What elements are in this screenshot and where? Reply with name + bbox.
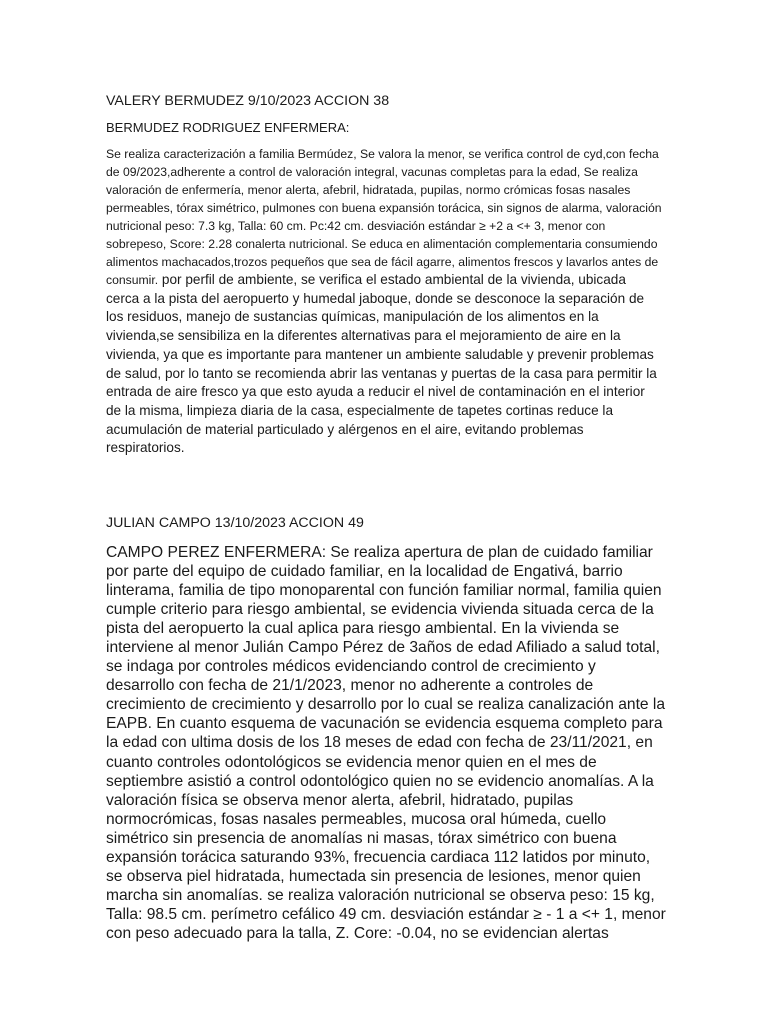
entry-2-body: CAMPO PEREZ ENFERMERA: Se realiza apertura de plan de cuidado familiar por parte del equipo de cuidado familiar, en la localidad de Engativá, barrio linterama, familia de tipo monoparental con función familiar normal, familia quien cumple criterio para riesgo ambiental, se evidencia vivienda situada cerca de la pista del aeropuerto la cual aplica para riesgo ambiental. En la vivienda se interviene al menor Julián Campo Pérez de 3años de edad Afiliado a salud total, se indaga por controles médicos evidenciando control de crecimiento y desarrollo con fecha de 21/1/2023, menor no adherente a controles de crecimiento de crecimiento y desarrollo por lo cual se realiza canalización ante la EAPB. En cuanto esquema de vacunación se evidencia esquema completo para la edad con ultima dosis de los 18 meses de edad con fecha de 23/11/2021, en cuanto controles odontológicos se evidencia menor quien en el mes de septiembre asistió a control odontológico quien no se evidencio anomalías. A la valoración física se observa menor alerta, afebril, hidratado, pupilas normocrómicas, fosas nasales permeables, mucosa oral húmeda, cuello simétrico sin presencia de anomalías ni masas, tórax simétrico con buena expansión torácica saturando 93%, frecuencia cardiaca 112 latidos por minuto, se observa piel hidratada, humectada sin presencia de lesiones, menor quien marcha sin anomalías. se realiza valoración nutricional se observa peso: 15 kg, Talla: 98.5 cm. perímetro cefálico 49 cm. desviación estándar ≥ - 1 a <+ 1, menor con peso adecuado para la talla, Z. Core: -0.04, no se evidencian alertas	[106, 544, 666, 942]
entry-1-author-line: BERMUDEZ RODRIGUEZ ENFERMERA:	[106, 120, 350, 135]
entry-1-body-part-1: Se realiza caracterización a familia Bermúdez, Se valora la menor, se verifica control de cyd,con fecha de 09/2023,adherente a control de valoración integral, vacunas completas para la edad, Se realiza valoración de enfermería, menor alerta, afebril, hidratada, pupilas, normo crómicas fosas nasales permeables, tórax simétrico, pulmones con buena expansión torácica, sin signos de alarma, valoración nutricional peso: 7.3 kg, Talla: 60 cm. Pc:42 cm. desviación estándar ≥ +2 a <+ 3, menor con sobrepeso, Score: 2.28 conalerta nutricional. Se educa en alimentación complementaria consumiendo alimentos machacados,trozos pequeños que sea de fácil agarre, alimentos frescos y lavarlos antes de consumir.	[106, 147, 662, 287]
entry-1-body	[106, 145, 662, 458]
entry-2-heading: JULIAN CAMPO 13/10/2023 ACCION 49	[106, 515, 364, 531]
entry-1-heading: VALERY BERMUDEZ 9/10/2023 ACCION 38	[106, 93, 390, 109]
entry-1-body-part-2: por perfil de ambiente, se verifica el estado ambiental de la vivienda, ubicada cerca a la pista del aeropuerto y humedal jaboque, donde se desconoce la separación de los residuos, manejo de sustancias químicas, manipulación de los alimentos en la vivienda,se sensibiliza en la diferentes alternativas para el mejoramiento de aire en la vivienda, ya que es importante para mantener un ambiente saludable y prevenir problemas de salud, por lo tanto se recomienda abrir las ventanas y puertas de la casa para permitir la entrada de aire fresco ya que esto ayuda a reducir el nivel de contaminación en el interior de la misma, limpieza diaria de la casa, especialmente de tapetes cortinas reduce la acumulación de material particulado y alérgenos en el aire, evitando problemas respiratorios.	[106, 272, 657, 456]
